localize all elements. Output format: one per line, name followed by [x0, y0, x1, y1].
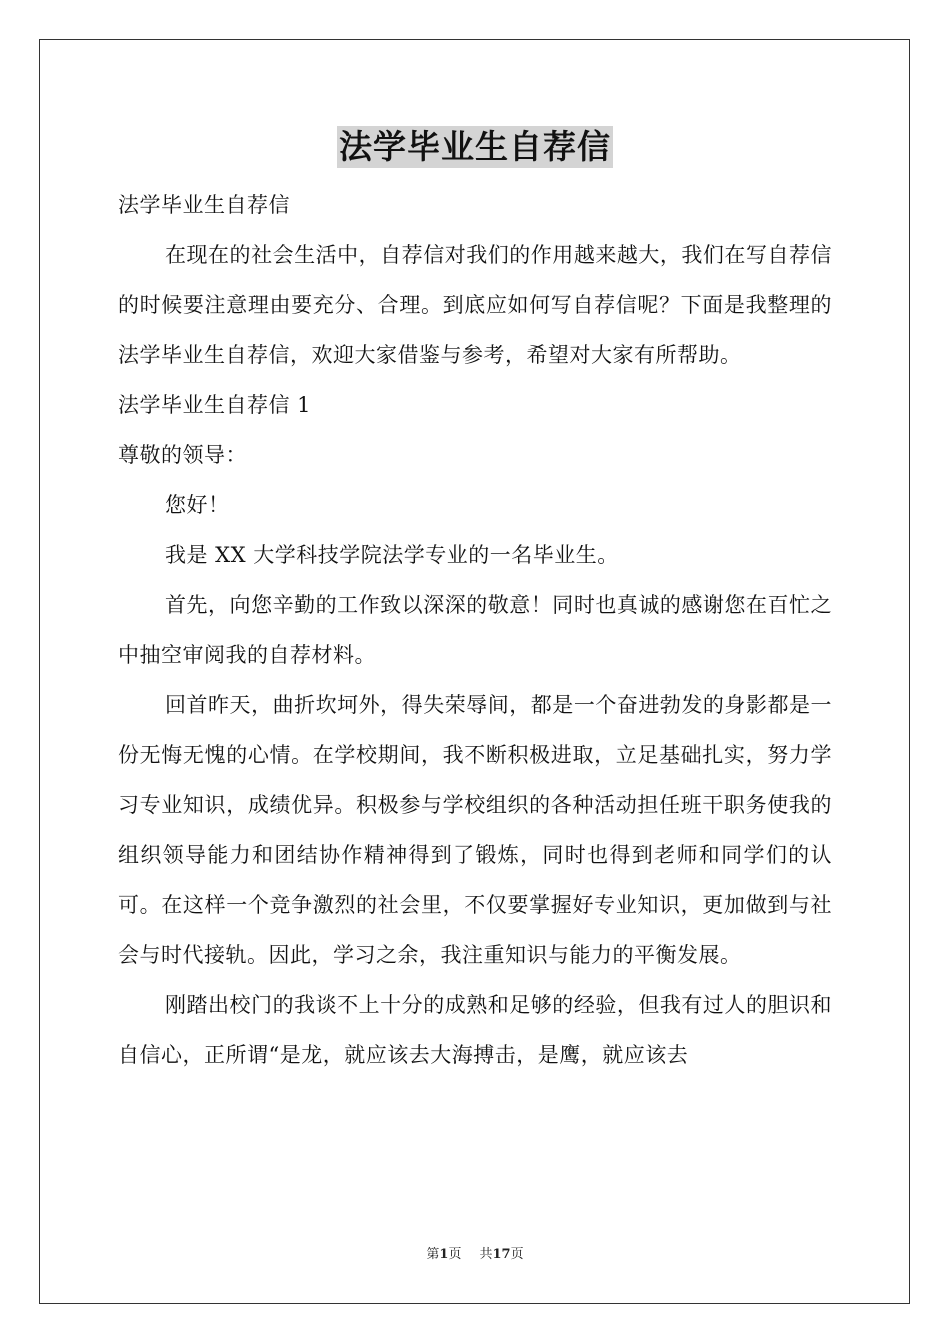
- paragraph: 您好！: [165, 493, 230, 517]
- paragraph: 刚踏出校门的我谈不上十分的成熟和足够的经验，但我有过人的胆识和自信心，正所谓“是龙，就应该去大海搏击，是鹰，就应该去: [118, 993, 832, 1067]
- paragraph: 首先，向您辛勤的工作致以深深的敬意！同时也真诚的感谢您在百忙之中抽空审阅我的自荐材料。: [118, 593, 832, 667]
- title-area: [0, 126, 950, 168]
- page-unit: 页: [448, 1247, 462, 1262]
- page-footer: [0, 1246, 950, 1264]
- paragraph: 尊敬的领导：: [118, 443, 247, 467]
- total-prefix: 共: [479, 1247, 493, 1262]
- paragraph: 我是 XX 大学科技学院法学专业的一名毕业生。: [165, 543, 619, 567]
- paragraph: 在现在的社会生活中，自荐信对我们的作用越来越大，我们在写自荐信的时候要注意理由要充分、合理。到底应如何写自荐信呢？下面是我整理的法学毕业生自荐信，欢迎大家借鉴与参考，希望对大家有所帮助。: [118, 243, 832, 367]
- paragraph: 回首昨天，曲折坎坷外，得失荣辱间，都是一个奋进勃发的身影都是一份无悔无愧的心情。在学校期间，我不断积极进取，立足基础扎实，努力学习专业知识，成绩优异。积极参与学校组织的各种活动担任班干职务使我的组织领导能力和团结协作精神得到了锻炼，同时也得到老师和同学们的认可。在这样一个竞争激烈的社会里，不仅要掌握好专业知识，更加做到与社会与时代接轨。因此，学习之余，我注重知识与能力的平衡发展。: [118, 693, 832, 967]
- document-title: 法学毕业生自荐信: [339, 127, 611, 166]
- paragraph: 法学毕业生自荐信: [118, 193, 290, 217]
- page-prefix: 第: [426, 1247, 440, 1262]
- page-total: 17: [492, 1247, 511, 1262]
- paragraph: 法学毕业生自荐信 1: [118, 393, 312, 417]
- total-unit: 页: [510, 1247, 524, 1262]
- page-current: 1: [439, 1247, 449, 1262]
- document-body: [118, 180, 832, 1080]
